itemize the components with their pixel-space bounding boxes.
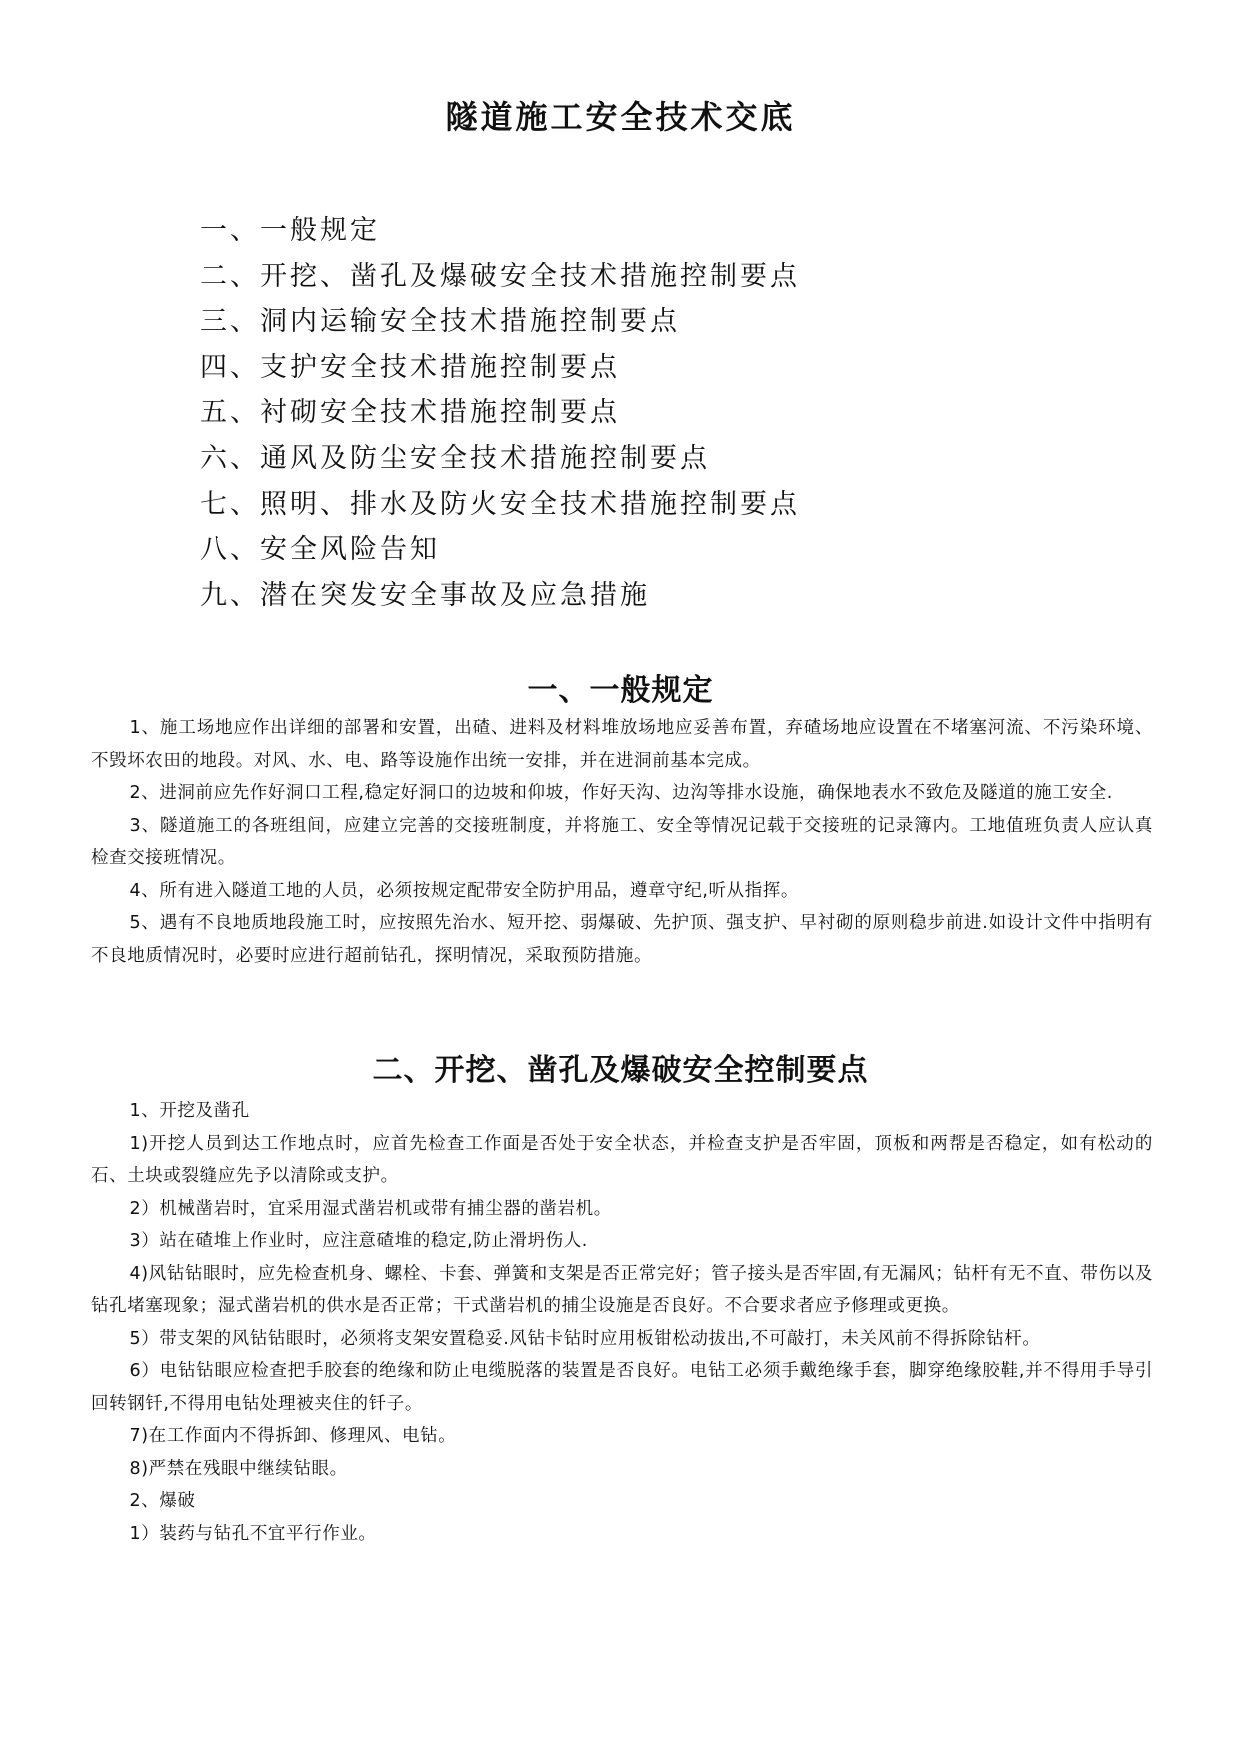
section-heading-general: 一、一般规定 <box>527 673 714 708</box>
paragraph: 1、开挖及凿孔 <box>129 1101 250 1121</box>
toc-item: 三、洞内运输安全技术措施控制要点 <box>200 306 680 338</box>
paragraph: 1）装药与钻孔不宜平行作业。 <box>129 1523 377 1544</box>
section-heading-excavation: 二、开挖、凿孔及爆破安全控制要点 <box>372 1053 869 1088</box>
paragraph: 2）机械凿岩时，宜采用湿式凿岩机或带有捕尘器的凿岩机。 <box>129 1198 612 1219</box>
toc-item: 五、衬砌安全技术措施控制要点 <box>200 397 620 429</box>
paragraph: 2、进洞前应先作好洞口工程,稳定好洞口的边坡和仰坡，作好天沟、边沟等排水设施，确保地表水不致危及隧道的施工安全. <box>129 783 1113 803</box>
table-of-contents <box>200 208 1100 618</box>
toc-item: 一、一般规定 <box>200 215 380 246</box>
toc-item: 七、照明、排水及防火安全技术措施控制要点 <box>200 488 800 520</box>
paragraph: 4)风钻钻眼时，应先检查机身、螺栓、卡套、弹簧和支架是否正常完好；管子接头是否牢固,有无漏风；钻杆有无不直、带伤以及钻孔堵塞现象；湿式凿岩机的供水是否正常；干式凿岩机的捕尘设施是否良好。不合要求者应予修理或更换。 <box>91 1263 1153 1316</box>
toc-item: 八、安全风险告知 <box>200 534 440 566</box>
paragraph: 7)在工作面内不得拆卸、修理风、电钻。 <box>129 1426 457 1446</box>
paragraph: 8)严禁在残眼中继续钻眼。 <box>129 1458 348 1479</box>
paragraph: 1、施工场地应作出详细的部署和安置，出碴、进料及材料堆放场地应妥善布置，弃碴场地应设置在不堵塞河流、不污染环境、不毁坏农田的地段。对风、水、电、路等设施作出统一安排，并在进洞前基本完成。 <box>91 718 1153 771</box>
paragraph: 6）电钻钻眼应检查把手胶套的绝缘和防止电缆脱落的装置是否良好。电钻工必须手戴绝缘手套，脚穿绝缘胶鞋,并不得用手导引回转钢钎,不得用电钻处理被夹住的钎子。 <box>91 1361 1153 1414</box>
section-body-general <box>91 712 1153 972</box>
paragraph: 4、所有进入隧道工地的人员，必须按规定配带安全防护用品，遵章守纪,听从指挥。 <box>129 880 799 901</box>
document-title: 隧道施工安全技术交底 <box>445 98 796 136</box>
section-body-excavation <box>91 1095 1153 1550</box>
paragraph: 5、遇有不良地质地段施工时，应按照先治水、短开挖、弱爆破、先护顶、强支护、早衬砌的原则稳步前进.如设计文件中指明有不良地质情况时，必要时应进行超前钻孔，探明情况，采取预防措施。 <box>91 913 1153 966</box>
toc-item: 二、开挖、凿孔及爆破安全技术措施控制要点 <box>200 260 800 292</box>
toc-item: 六、通风及防尘安全技术措施控制要点 <box>200 442 710 474</box>
paragraph: 3）站在碴堆上作业时，应注意碴堆的稳定,防止滑坍伤人. <box>129 1231 588 1251</box>
toc-item: 四、支护安全技术措施控制要点 <box>200 351 620 383</box>
paragraph: 5）带支架的风钻钻眼时，必须将支架安置稳妥.风钻卡钻时应用板钳松动拔出,不可敲打，未关风前不得拆除钻杆。 <box>129 1328 1041 1349</box>
toc-item: 九、潜在突发安全事故及应急措施 <box>200 579 650 611</box>
paragraph: 2、爆破 <box>129 1491 196 1511</box>
paragraph: 3、隧道施工的各班组间，应建立完善的交接班制度，并将施工、安全等情况记载于交接班的记录簿内。工地值班负责人应认真检查交接班情况。 <box>91 815 1153 868</box>
paragraph: 1)开挖人员到达工作地点时，应首先检查工作面是否处于安全状态，并检查支护是否牢固，顶板和两帮是否稳定，如有松动的石、土块或裂缝应先予以清除或支护。 <box>91 1133 1153 1186</box>
